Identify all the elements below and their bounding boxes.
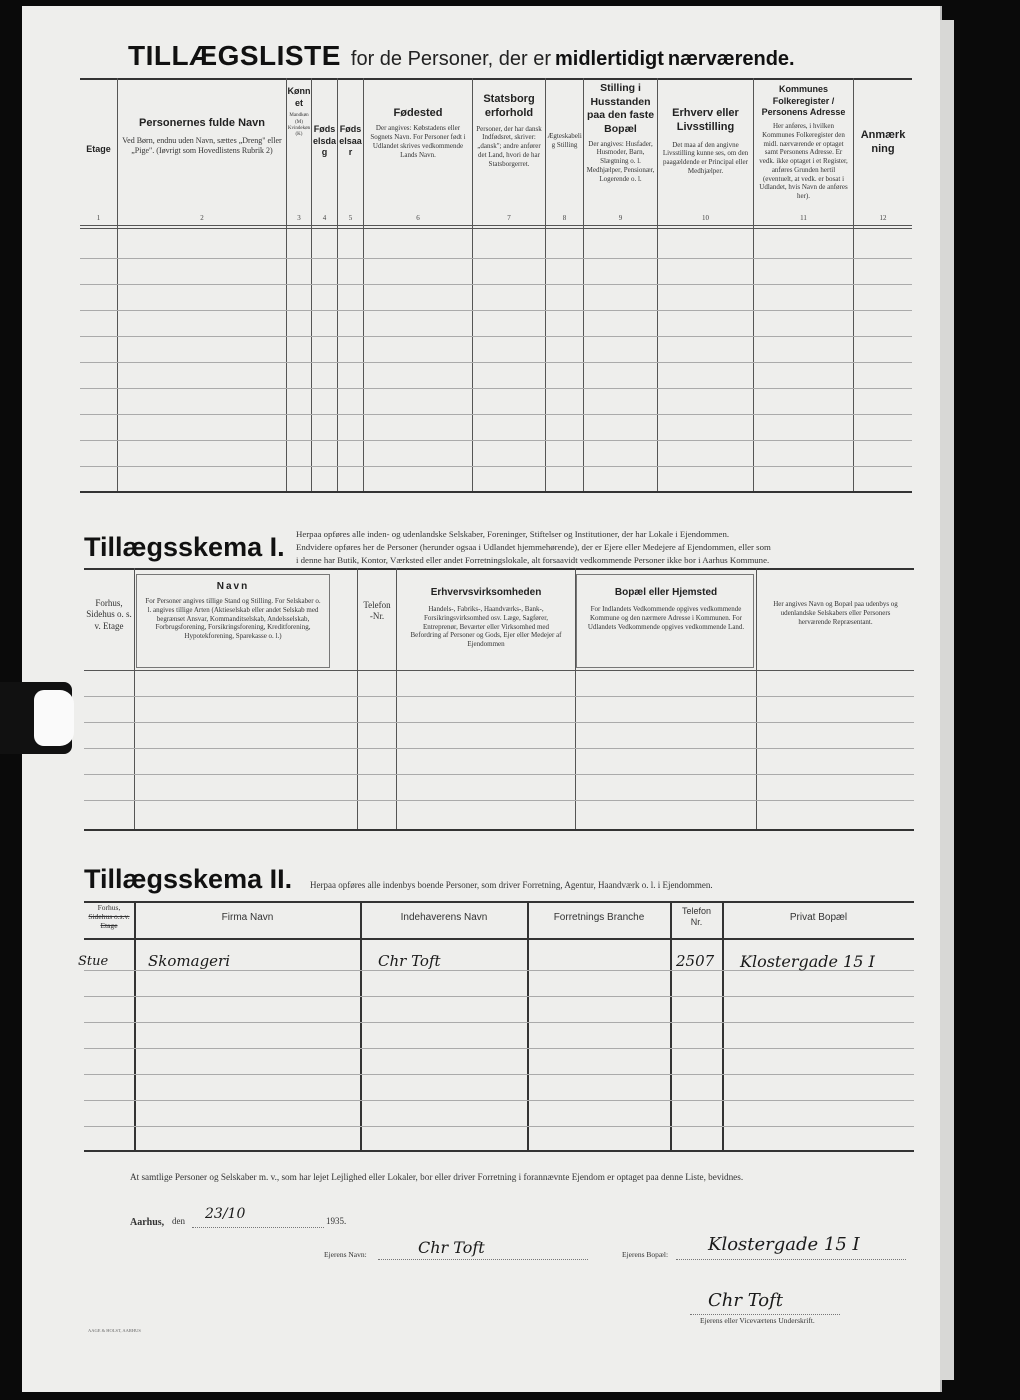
footer-date: 23/10: [205, 1206, 246, 1222]
col-number: 11: [800, 214, 807, 222]
col-header-etage: Etage: [86, 144, 111, 154]
col-number: 9: [618, 214, 623, 222]
footer-city: Aarhus,: [130, 1217, 165, 1228]
footer-statement: At samtlige Personer og Selskaber m. v., som har lejet Lejlighed eller Lokaler, bor eller driver Forretning i forannævnte Ejendom er optaget paa denne Liste, bevidnes.: [130, 1172, 744, 1182]
skema2-row-indehaver: Chr Toft: [378, 952, 441, 970]
skema2-col-branche: Forretnings Branche: [553, 912, 645, 923]
skema1-col-navn: Navn For Personer angives tillige Stand og Stilling. For Selskaber o. l. angives tillige Arten (Aktieselskab eller andet Selskab med begrænset Ansvar, Kommanditselskab, Andelsselskab, Forbrugsforening, Forsikringsforening, Kreditforening, Hypotekforening, Sparekasse o. l.): [145, 581, 321, 640]
col-number: 3: [297, 214, 301, 222]
skema1-col-etage: Forhus, Sidehus o. s. v. Etage: [86, 598, 132, 631]
skema1-col-repraesentant: Her angives Navn og Bopæl paa udenbys og udenlandske Selskabers eller Personers herværende Repræsentant.: [773, 600, 898, 626]
skema2-row-firma: Skomageri: [148, 952, 231, 970]
footer-signature-label: Ejerens eller Viceværtens Underskrift.: [700, 1316, 815, 1325]
col-number: 4: [322, 214, 327, 222]
footer-bopael-value: Klostergade 15 I: [708, 1234, 860, 1255]
skema2-title: Tillægsskema II.: [84, 864, 293, 894]
skema1-col-bopael: Bopæl eller Hjemsted For Indlandets Vedkommende opgives vedkommende Kommune og den nærmere Adresse i Kommunen. For Udlandets Vedkommende opgives vedkommende Land.: [587, 587, 745, 631]
footer-signature: Chr Toft: [708, 1290, 784, 1311]
skema2-intro: Herpaa opføres alle indenbys boende Personer, som driver Forretning, Agentur, Haandværk o. l. i Ejendommen.: [310, 880, 713, 890]
col-header-anmaerkning: Anmærkning: [860, 129, 906, 156]
page-title: [128, 40, 795, 72]
title-part1: for de Personer, der er: [350, 48, 551, 70]
binding-spine: [940, 20, 954, 1380]
skema1-col-erhverv: Erhvervsvirksomheden Handels-, Fabriks-, Haandværks-, Bank-, Forsikringsvirksomhed osv. Læge, Sagfører, Entreprenør, Beværter eller Virksomhed med Befordring af Personer og Gods, Ejer eller Medejer af Ejendommen: [410, 587, 562, 648]
title-emph: midlertidigt: [555, 48, 664, 70]
skema2-col-firma: Firma Navn: [221, 912, 274, 923]
skema1-col-telefon: Telefon-Nr.: [363, 600, 391, 622]
printer-mark: AAGE & HOLST, AARHUS: [88, 1328, 141, 1333]
col-number: 7: [507, 214, 511, 222]
footer-owner-label: Ejerens Navn:: [324, 1250, 367, 1259]
col-number: 1: [96, 214, 101, 222]
col-header-navn: Personernes fulde Navn Ved Børn, endnu uden Navn, sættes „Dreng" eller „Pige". (Iøvrigt som Hovedlistens Rubrik 2): [122, 117, 282, 156]
col-number: 8: [562, 214, 567, 222]
skema2-row-telefon: 2507: [676, 952, 715, 970]
skema2-col-indehaver: Indehaverens Navn: [400, 912, 488, 923]
col-header-stilling: Stilling i Husstanden paa den faste Bopæl Der angives: Husfader, Husmoder, Barn, Slægtning o. l. Medhjælper, Pensionær, Logerende o. l.: [586, 82, 655, 183]
col-header-statsborger: Statsborgerforhold Personer, der har dansk Indfødsret, skriver: „dansk"; andre anfører det Land, hvori de har Statsborgerret.: [476, 93, 542, 168]
col-header-aegteskab: Ægteskabelig Stilling: [547, 132, 582, 149]
col-number: 6: [416, 214, 420, 222]
col-header-fodselsaar: Fødselsaar: [339, 124, 362, 158]
skema2-col-privat: Privat Bopæl: [789, 912, 848, 923]
skema1-intro: Herpaa opføres alle inden- og udenlandske Selskaber, Foreninger, Stiftelser og Institutioner, der har Lokale i Ejendommen. Endvidere opføres her de Personer (herunder ogsaa i Udlandet hjemmehørende), der er Ejere eller Medejere af Ejendommen, eller som i denne har Butik, Kontor, Værksted eller andet Forretningslokale, alt forsaavidt vedkommende Personer ikke bor i Aarhus Kommune.: [296, 529, 771, 566]
skema1-title: Tillægsskema I.: [84, 532, 285, 562]
skema2-row-privat: Klostergade 15 I: [740, 952, 875, 971]
col-number: 2: [200, 214, 204, 222]
col-number: 10: [702, 214, 709, 222]
skema2-col-etage: Forhus, Sidehus o.s.v. Etage: [88, 903, 130, 930]
footer-den: den: [172, 1216, 185, 1226]
footer-owner-value: Chr Toft: [418, 1238, 485, 1257]
col-header-fodselsdag: Fødselsdag: [312, 124, 336, 158]
col-number: 12: [879, 214, 887, 222]
col-number: 5: [348, 214, 353, 222]
col-header-folkeregister: Kommunes Folkeregister / Personens Adresse Her anføres, i hvilken Kommunes Folkeregister den midl. nærværende er optaget samt Personens Adresse. Er vedk. ikke optaget i et Register, anføres Grunden hertil (eventuelt, at vedk. er bosat i Udlandet, hvis Navn de anføres her).: [759, 84, 848, 201]
title-part2: nærværende.: [667, 48, 795, 70]
binder-tab-label: [34, 690, 74, 746]
skema2-col-telefon: Telefon Nr.: [681, 906, 712, 928]
skema2-row-etage: Stue: [78, 954, 109, 969]
col-header-fodested: Fødested Der angives: Købstadens eller Sognets Navn. For Personer født i Udlandet skrives vedkommende Lands Navn.: [370, 107, 466, 159]
title-main: TILLÆGSLISTE: [128, 40, 341, 71]
col-header-kon: Kønnet Mandkøn (M) Kvindekøn (K): [287, 86, 311, 138]
col-header-erhverv: Erhverv eller Livsstilling Det maa af den angivne Livsstilling kunne ses, om den paagældende er Principal eller Medhjælper.: [662, 107, 749, 175]
footer-year: 1935.: [326, 1216, 347, 1226]
footer-bopael-label: Ejerens Bopæl:: [622, 1250, 669, 1259]
